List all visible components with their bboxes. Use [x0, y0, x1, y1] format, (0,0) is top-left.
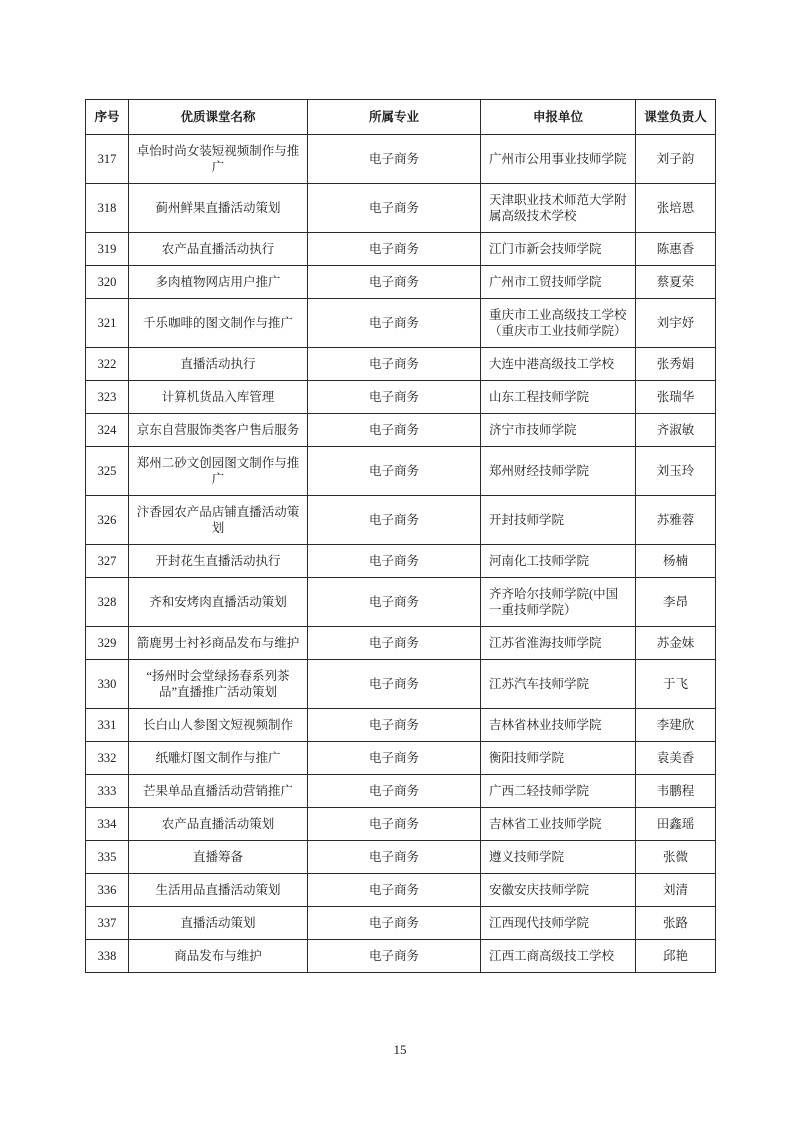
page-number: 15 — [393, 1042, 407, 1057]
cell-major: 电子商务 — [308, 660, 481, 709]
table-row — [86, 299, 716, 348]
table-row — [86, 233, 716, 266]
cell-major: 电子商务 — [308, 414, 481, 447]
cell-serial: 329 — [86, 627, 129, 660]
table-header-row — [86, 100, 716, 135]
header-cell-course-name: 优质课堂名称 — [129, 100, 308, 135]
cell-leader: 李昂 — [636, 578, 716, 627]
cell-organization: 安徽安庆技师学院 — [481, 874, 636, 907]
cell-course-name: 纸雕灯图文制作与推广 — [129, 742, 308, 775]
cell-leader: 齐淑敏 — [636, 414, 716, 447]
cell-organization: 江苏汽车技师学院 — [481, 660, 636, 709]
table-row — [86, 381, 716, 414]
table-row — [86, 940, 716, 973]
table-row — [86, 742, 716, 775]
cell-leader: 邱艳 — [636, 940, 716, 973]
course-table-body — [86, 135, 716, 973]
cell-organization: 吉林省工业技师学院 — [481, 808, 636, 841]
cell-serial: 326 — [86, 496, 129, 545]
cell-serial: 321 — [86, 299, 129, 348]
cell-leader: 杨楠 — [636, 545, 716, 578]
cell-major: 电子商务 — [308, 808, 481, 841]
cell-course-name: 直播活动执行 — [129, 348, 308, 381]
cell-serial: 325 — [86, 447, 129, 496]
cell-leader: 李建欣 — [636, 709, 716, 742]
cell-course-name: 直播活动策划 — [129, 907, 308, 940]
cell-leader: 张路 — [636, 907, 716, 940]
cell-leader: 田鑫瑶 — [636, 808, 716, 841]
cell-major: 电子商务 — [308, 841, 481, 874]
cell-organization: 重庆市工业高级技工学校（重庆市工业技师学院） — [481, 299, 636, 348]
cell-course-name: 蓟州鲜果直播活动策划 — [129, 184, 308, 233]
cell-organization: 天津职业技术师范大学附属高级技术学校 — [481, 184, 636, 233]
cell-organization: 吉林省林业技师学院 — [481, 709, 636, 742]
cell-leader: 刘宇妤 — [636, 299, 716, 348]
cell-major: 电子商务 — [308, 233, 481, 266]
table-row — [86, 874, 716, 907]
cell-course-name: 齐和安烤肉直播活动策划 — [129, 578, 308, 627]
table-row — [86, 414, 716, 447]
cell-serial: 324 — [86, 414, 129, 447]
cell-organization: 大连中港高级技工学校 — [481, 348, 636, 381]
cell-major: 电子商务 — [308, 348, 481, 381]
cell-course-name: 直播筹备 — [129, 841, 308, 874]
cell-course-name: “扬州时会堂绿扬春系列茶品”直播推广活动策划 — [129, 660, 308, 709]
cell-serial: 323 — [86, 381, 129, 414]
cell-serial: 338 — [86, 940, 129, 973]
table-row — [86, 135, 716, 184]
cell-organization: 江苏省淮海技师学院 — [481, 627, 636, 660]
cell-course-name: 芒果单品直播活动营销推广 — [129, 775, 308, 808]
table-row — [86, 775, 716, 808]
cell-serial: 331 — [86, 709, 129, 742]
table-row — [86, 660, 716, 709]
table-row — [86, 496, 716, 545]
cell-major: 电子商务 — [308, 775, 481, 808]
table-row — [86, 808, 716, 841]
cell-leader: 刘子韵 — [636, 135, 716, 184]
cell-major: 电子商务 — [308, 578, 481, 627]
cell-major: 电子商务 — [308, 299, 481, 348]
cell-major: 电子商务 — [308, 545, 481, 578]
cell-leader: 刘玉玲 — [636, 447, 716, 496]
cell-organization: 广西二轻技师学院 — [481, 775, 636, 808]
cell-leader: 袁美香 — [636, 742, 716, 775]
cell-major: 电子商务 — [308, 184, 481, 233]
table-row — [86, 348, 716, 381]
cell-organization: 郑州财经技师学院 — [481, 447, 636, 496]
cell-organization: 山东工程技师学院 — [481, 381, 636, 414]
cell-course-name: 卓怡时尚女装短视频制作与推广 — [129, 135, 308, 184]
cell-organization: 衡阳技师学院 — [481, 742, 636, 775]
cell-course-name: 箭鹿男士衬衫商品发布与维护 — [129, 627, 308, 660]
cell-organization: 江西现代技师学院 — [481, 907, 636, 940]
table-row — [86, 709, 716, 742]
cell-serial: 335 — [86, 841, 129, 874]
table-row — [86, 578, 716, 627]
cell-course-name: 汴香园农产品店铺直播活动策划 — [129, 496, 308, 545]
cell-serial: 333 — [86, 775, 129, 808]
cell-organization: 江西工商高级技工学校 — [481, 940, 636, 973]
cell-leader: 蔡夏荣 — [636, 266, 716, 299]
cell-major: 电子商务 — [308, 447, 481, 496]
cell-serial: 330 — [86, 660, 129, 709]
cell-organization: 济宁市技师学院 — [481, 414, 636, 447]
cell-course-name: 生活用品直播活动策划 — [129, 874, 308, 907]
cell-organization: 遵义技师学院 — [481, 841, 636, 874]
cell-leader: 张培恩 — [636, 184, 716, 233]
cell-major: 电子商务 — [308, 381, 481, 414]
cell-organization: 广州市公用事业技师学院 — [481, 135, 636, 184]
cell-course-name: 长白山人参图文短视频制作 — [129, 709, 308, 742]
table-row — [86, 184, 716, 233]
cell-serial: 336 — [86, 874, 129, 907]
cell-major: 电子商务 — [308, 627, 481, 660]
cell-major: 电子商务 — [308, 940, 481, 973]
header-cell-leader: 课堂负责人 — [636, 100, 716, 135]
cell-serial: 322 — [86, 348, 129, 381]
cell-organization: 齐齐哈尔技师学院(中国一重技师学院） — [481, 578, 636, 627]
cell-major: 电子商务 — [308, 907, 481, 940]
header-cell-major: 所属专业 — [308, 100, 481, 135]
table-row — [86, 545, 716, 578]
cell-leader: 于飞 — [636, 660, 716, 709]
cell-leader: 张微 — [636, 841, 716, 874]
cell-serial: 320 — [86, 266, 129, 299]
table-row — [86, 841, 716, 874]
table-row — [86, 627, 716, 660]
table-row — [86, 447, 716, 496]
cell-serial: 334 — [86, 808, 129, 841]
cell-course-name: 计算机货品入库管理 — [129, 381, 308, 414]
cell-leader: 刘清 — [636, 874, 716, 907]
cell-major: 电子商务 — [308, 742, 481, 775]
cell-course-name: 农产品直播活动执行 — [129, 233, 308, 266]
cell-leader: 张瑞华 — [636, 381, 716, 414]
cell-leader: 韦鹏程 — [636, 775, 716, 808]
cell-course-name: 郑州二砂文创园图文制作与推广 — [129, 447, 308, 496]
table-row — [86, 907, 716, 940]
cell-organization: 广州市工贸技师学院 — [481, 266, 636, 299]
cell-major: 电子商务 — [308, 496, 481, 545]
cell-course-name: 商品发布与维护 — [129, 940, 308, 973]
cell-leader: 陈惠香 — [636, 233, 716, 266]
cell-leader: 张秀娟 — [636, 348, 716, 381]
cell-course-name: 多肉植物网店用户推广 — [129, 266, 308, 299]
cell-leader: 苏金妹 — [636, 627, 716, 660]
cell-serial: 332 — [86, 742, 129, 775]
cell-course-name: 千乐咖啡的图文制作与推广 — [129, 299, 308, 348]
cell-organization: 开封技师学院 — [481, 496, 636, 545]
cell-major: 电子商务 — [308, 135, 481, 184]
cell-leader: 苏雅蓉 — [636, 496, 716, 545]
cell-serial: 317 — [86, 135, 129, 184]
header-cell-organization: 申报单位 — [481, 100, 636, 135]
table-row — [86, 266, 716, 299]
cell-serial: 337 — [86, 907, 129, 940]
cell-major: 电子商务 — [308, 266, 481, 299]
cell-course-name: 农产品直播活动策划 — [129, 808, 308, 841]
cell-organization: 河南化工技师学院 — [481, 545, 636, 578]
cell-serial: 319 — [86, 233, 129, 266]
cell-course-name: 京东自营服饰类客户售后服务 — [129, 414, 308, 447]
cell-course-name: 开封花生直播活动执行 — [129, 545, 308, 578]
cell-major: 电子商务 — [308, 709, 481, 742]
cell-serial: 327 — [86, 545, 129, 578]
header-cell-serial: 序号 — [86, 100, 129, 135]
course-table — [85, 99, 716, 973]
cell-serial: 328 — [86, 578, 129, 627]
cell-serial: 318 — [86, 184, 129, 233]
cell-organization: 江门市新会技师学院 — [481, 233, 636, 266]
cell-major: 电子商务 — [308, 874, 481, 907]
